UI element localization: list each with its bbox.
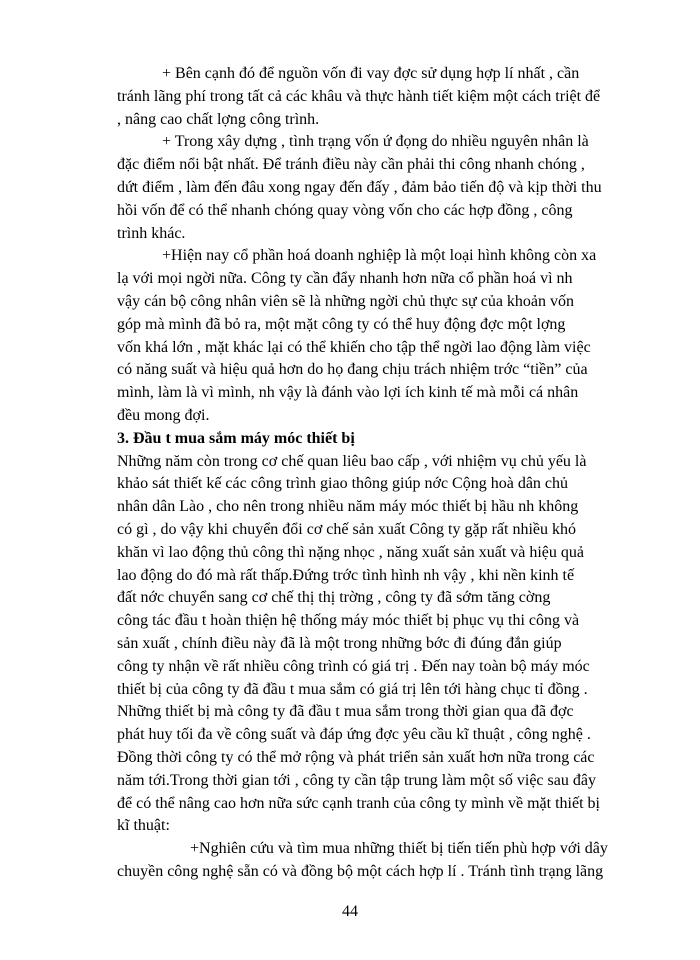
text-line: chuyền công nghệ sẵn có và đồng bộ một cách hợp lí . Tránh tình trạng lãng bbox=[117, 863, 604, 880]
text-line: dứt điểm , làm đến đâu xong ngay đến đấy , đảm bảo tiến độ và kịp thời thu bbox=[117, 179, 602, 196]
text-line: , nâng cao chất lợng công trình. bbox=[117, 111, 320, 128]
text-line: đặc điểm nổi bật nhất. Để tránh điều này cần phải thi công nhanh chóng , bbox=[117, 156, 585, 173]
text-line: có gì , do vậy khi chuyển đổi cơ chế sản xuất Công ty gặp rất nhiều khó bbox=[117, 521, 577, 538]
text-line: đất nớc chuyển sang cơ chế thị thị trờng , công ty đã sớm tăng cờng bbox=[117, 589, 551, 606]
text-line: Những năm còn trong cơ chế quan liêu bao cấp , với nhiệm vụ chủ yếu là bbox=[117, 453, 587, 470]
page-number: 44 bbox=[342, 903, 358, 920]
text-line: khăn vì lao động thủ công thì nặng nhọc , năng xuất sản xuất và hiệu quả bbox=[117, 544, 585, 561]
text-line: năm tới.Trong thời gian tới , công ty cần tập trung làm một số việc sau đây bbox=[117, 772, 596, 789]
text-line: +Nghiên cứu và tìm mua những thiết bị tiến tiến phù hợp với dây bbox=[190, 840, 608, 857]
text-line: có năng suất và hiệu quả hơn do họ đang chịu trách nhiệm trớc “tiền” của bbox=[117, 361, 588, 378]
text-line: tránh lãng phí trong tất cả các khâu và thực hành tiết kiệm một cách triệt để bbox=[117, 88, 601, 105]
text-line: phát huy tối đa về công suất và đáp ứng đợc yêu cầu kĩ thuật , công nghệ . bbox=[117, 726, 591, 743]
text-line: vốn khá lớn , mặt khác lại có thể khiến cho tập thể ngời lao động làm việc bbox=[117, 339, 591, 356]
text-line: để có thể nâng cao hơn nữa sức cạnh tranh của công ty mình về mặt thiết bị bbox=[117, 795, 600, 812]
text-line: sản xuất , chính điều này đã là một trong những bớc đi đúng đắn giúp bbox=[117, 635, 562, 652]
text-line: hồi vốn để có thể nhanh chóng quay vòng vốn cho các hợp đồng , công bbox=[117, 202, 573, 219]
text-line: trình khác. bbox=[117, 225, 186, 242]
text-line: mình, làm là vì mình, nh vậy là đánh vào lợi ích kinh tế mà mỗi cá nhân bbox=[117, 384, 579, 401]
text-line: Đồng thời công ty có thể mở rộng và phát triển sản xuất hơn nữa trong các bbox=[117, 749, 595, 766]
text-line: khảo sát thiết kế các công trình giao thông giúp nớc Cộng hoà dân chủ bbox=[117, 475, 569, 492]
text-line: góp mà mình đã bỏ ra, một mặt công ty có thể huy động đợc một lợng bbox=[117, 316, 566, 333]
text-line: công tác đầu t hoàn thiện hệ thống máy móc thiết bị phục vụ thi công và bbox=[117, 612, 580, 629]
section-heading: 3. Đầu t mua sắm máy móc thiết bị bbox=[117, 430, 355, 447]
text-line: Những thiết bị mà công ty đã đầu t mua sắm trong thời gian qua đã đợc bbox=[117, 703, 574, 720]
text-line: công ty nhận về rất nhiều công trình có giá trị . Đến nay toàn bộ máy móc bbox=[117, 658, 590, 675]
text-line: + Bên cạnh đó để nguồn vốn đi vay đợc sử dụng hợp lí nhất , cần bbox=[162, 65, 580, 82]
text-line: vậy cán bộ công nhân viên sẽ là những ngời chủ thực sự của khoản vốn bbox=[117, 293, 575, 310]
text-line: lạ với mọi ngời nữa. Công ty cần đẩy nhanh hơn nữa cổ phần hoá vì nh bbox=[117, 270, 573, 287]
text-line: + Trong xây dựng , tình trạng vốn ứ đọng do nhiều nguyên nhân là bbox=[162, 133, 589, 150]
text-line: nhân dân Lào , cho nên trong nhiều năm máy móc thiết bị hầu nh không bbox=[117, 498, 579, 515]
text-line: kĩ thuật: bbox=[117, 817, 170, 834]
text-line: +Hiện nay cổ phần hoá doanh nghiệp là một loại hình không còn xa bbox=[162, 247, 597, 264]
text-line: đều mong đợi. bbox=[117, 407, 210, 424]
text-line: thiết bị của công ty đã đầu t mua sắm có giá trị lên tới hàng chục tỉ đồng . bbox=[117, 681, 588, 698]
text-line: lao động do đó mà rất thấp.Đứng trớc tình hình nh vậy , khi nền kinh tế bbox=[117, 567, 575, 584]
